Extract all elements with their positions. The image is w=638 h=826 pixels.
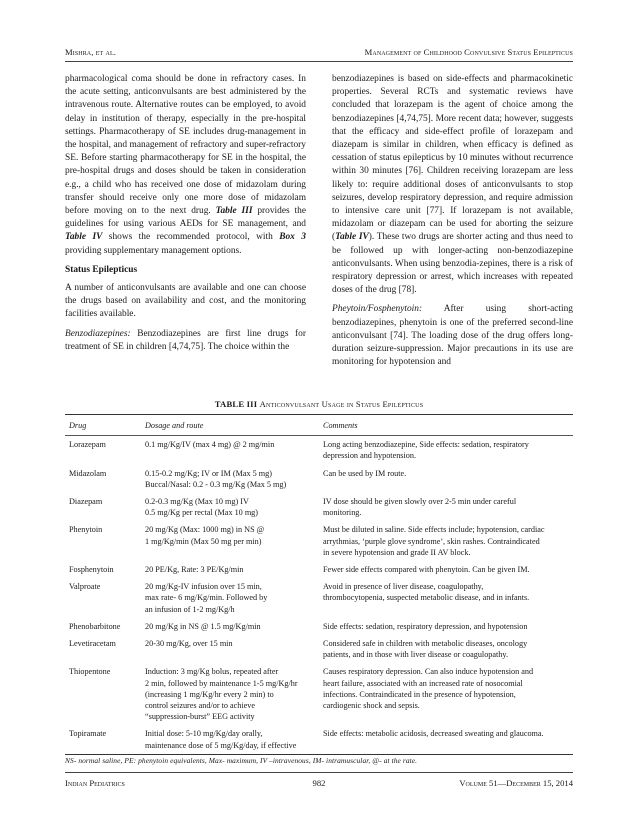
left-paragraph-2: A number of anticonvulsants are available and one can choose the drugs based on availability and cost, and the monitoring facilities available. [65,283,306,320]
left-column [65,73,306,354]
dosage-line: 20 mg/Kg-IV infusion over 15 min, [145,582,262,592]
column-header-dosage: Dosage and route [145,421,204,430]
table-body [65,436,573,754]
comment-line: Side effects: sedation, respiratory depression, and hypotension [323,621,528,631]
comment-line: cardiogenic shock and sepsis. [323,701,420,711]
comment-line: Can be used by IM route. [323,468,407,478]
cell-dosage [145,728,323,750]
dosage-line: 20 PE/Kg, Rate: 3 PE/Kg/min [145,565,244,575]
table-row [65,561,573,578]
cell-dosage [145,621,323,632]
cell-comments [323,638,573,660]
table-header-row [65,415,573,435]
table-bottom-rule [65,754,573,755]
cell-drug: Fosphenytoin [69,565,114,575]
cell-drug: Levetiracetam [69,639,116,649]
dosage-line: 0.1 mg/Kg/IV (max 4 mg) @ 2 mg/min [145,440,275,450]
table-row [65,465,573,493]
box-ref: Box 3 [279,232,306,243]
dosage-line: Initial dose: 5-10 mg/Kg/day orally, [145,729,263,739]
subheading: Benzodiazepines: [65,328,131,339]
table-row [65,578,573,618]
footer-volume: Volume 51—December 15, 2014 [459,778,573,788]
page-number: 982 [312,778,326,788]
table-caption: Anticonvulsant Usage in Status Epilepticus [259,399,424,409]
cell-drug: Phenytoin [69,525,103,535]
cell-dosage [145,468,323,490]
dosage-line: 20-30 mg/Kg, over 15 min [145,639,233,649]
table-ref: Table IV [65,232,103,243]
cell-comments [323,439,573,461]
dosage-line: 0.15-0.2 mg/Kg; IV or IM (Max 5 mg) [145,468,272,478]
cell-drug: Midazolam [69,468,107,478]
cell-dosage [145,638,323,660]
table-row [65,436,573,464]
table-ref: Table III [215,206,253,217]
comment-line: IV dose should be given slowly over 2-5 min under careful [323,497,517,507]
cell-comments [323,581,573,615]
cell-dosage [145,439,323,461]
anticonvulsant-table [65,414,573,755]
comment-line: Side effects: metabolic acidosis, decreased sweating and glaucoma. [323,729,544,739]
cell-drug: Phenobarbitone [69,621,121,631]
dosage-line: Buccal/Nasal: 0.2 - 0.3 mg/Kg (Max 5 mg) [145,479,287,489]
header-authors: Mishra, et al. [65,47,116,57]
cell-comments [323,666,573,722]
dosage-line: 20 mg/Kg (Max: 1000 mg) in NS @ [145,525,265,535]
dosage-line: 0.2-0.3 mg/Kg (Max 10 mg) IV [145,497,249,507]
header-rule [65,61,573,62]
comment-line: Long acting benzodiazepine, Side effects: sedation, respiratory [323,440,529,450]
right-column [332,73,573,369]
comment-line: monitoring. [323,508,362,518]
cell-drug: Valproate [69,582,101,592]
comment-line: Considered safe in children with metabolic diseases, oncology [323,639,528,649]
comment-line: infections. Contraindicated in the presence of hypotension, [323,689,516,699]
table-row [65,618,573,635]
comment-line: arrythmias, ‘purple glove syndrome’, skin rashes. Contraindicated [323,536,540,546]
header-title: Management of Childhood Convulsive Status Epilepticus [364,47,573,57]
right-paragraph-1: benzodiazepines is based on side-effects and pharmacokinetic properties. Several RCTs and systematic reviews have concluded that lorazepam is the agent of choice among the benzodiazepines [4,74,75]. More recent data; however, suggests that the efficacy and side-effect profile of lorazepam and diazepam is similar in children, when efficacy is defined as cessation of status epilepticus by 10 minutes without recurrence within 30 minutes [76]. Children receiving lorazepam are less likely to: require additional doses of anticonvulsants to stop seizures, develop respiratory depression, and require admission to intensive care unit [77]. If lorazepam is not available, midazolam or diazepam can be used for aborting the seizure (Table IV). These two drugs are shorter acting and thus need to be followed up with longer-acting non-benzodiazepine anticonvulsants. When using benzodia-zepines, there is a risk of respiratory depression or arrest, which increases with repeated doses of the drug [78]. [332,74,573,296]
cell-drug: Diazepam [69,497,103,507]
cell-comments [323,524,573,558]
dosage-line: 1 mg/Kg/min (Max 50 mg per min) [145,536,262,546]
comment-line: heart failure, associated with an increased rate of nosocomial [323,678,523,688]
left-paragraph-1: pharmacological coma should be done in refractory cases. In the acute setting, anticonvulsants are best administered by the intravenous route. Alternative routes can be employed, to avoid delay in institution of therapy, especially in the pre-hospital settings. Pharmacotherapy of SE includes drug-management in the hospital, and management of refractory and super-refractory SE. Before starting pharmacotherapy for SE in the hospital, the pre-hospital drugs and doses should be taken in consideration e.g., a child who has received one dose of midazolam during transfer should receive only one more dose of midazolam before moving on to the next drug. Table III provides the guidelines for using various AEDs for SE management, and Table IV shows the recommended protocol, with Box 3 providing supplementary management options. [65,74,306,256]
table-row [65,635,573,663]
cell-comments [323,728,573,750]
comment-line: Avoid in presence of liver disease, coagulopathy, [323,582,484,592]
running-head [65,47,573,59]
cell-comments [323,564,573,575]
left-paragraph-3: Benzodiazepines: Benzodiazepines are first line drugs for treatment of SE in children [4,74,75]. The choice within the [65,328,306,352]
dosage-line: 20 mg/Kg in NS @ 1.5 mg/Kg/min [145,621,261,631]
table-row [65,493,573,521]
section-heading: Status Epilepticus [65,264,138,275]
table-title [65,399,573,409]
dosage-line: an infusion of 1-2 mg/Kg/h [145,604,235,614]
dosage-line: Induction: 3 mg/Kg bolus, repeated after [145,667,279,677]
cell-dosage [145,496,323,518]
comment-line: thrombocytopenia, suspected metabolic disease, and in infants. [323,593,530,603]
running-foot [65,778,573,790]
table-row [65,521,573,561]
table-row [65,663,573,725]
cell-dosage [145,581,323,615]
cell-dosage [145,666,323,722]
table-row [65,725,573,753]
footer-journal: Indian Pediatrics [65,778,125,788]
footer-rule [65,772,573,773]
right-paragraph-2: Pheytoin/Fosphenytoin: After using short-acting benzodiazepines, phenytoin is one of the preferred second-line anticonvulsant [74]. The loading dose of the drug offers long-duration seizure-suppression. Major precautions in its use are monitoring for hypotension and [332,304,573,368]
comment-line: Causes respiratory depression. Can also induce hypotension and [323,667,534,677]
table-footnote: NS- normal saline, PE: phenytoin equivalents, Max- maximum, IV –intravenous, IM- intramuscular, @- at the rate. [65,756,418,765]
dosage-line: (increasing 1 mg/Kg/hr every 2 min) to [145,689,274,699]
cell-comments [323,468,573,490]
dosage-line: control seizures and/or to achieve [145,701,256,711]
cell-dosage [145,564,323,575]
cell-dosage [145,524,323,558]
comment-line: Fewer side effects compared with phenytoin. Can be given IM. [323,565,530,575]
cell-drug: Thiopentone [69,667,111,677]
table-ref: Table IV [335,232,369,243]
column-header-comments: Comments [323,421,358,430]
dosage-line: maintenance dose of 5 mg/Kg/day, if effective [145,740,297,750]
cell-drug: Lorazepam [69,440,106,450]
comment-line: patients, and in those with liver disease or coagulopathy. [323,650,509,660]
dosage-line: 2 min, followed by maintenance 1-5 mg/Kg/hr [145,678,298,688]
cell-comments [323,621,573,632]
comment-line: depression and hypotension. [323,451,417,461]
cell-drug: Topiramate [69,729,107,739]
comment-line: in severe hypotension and grade II AV block. [323,547,471,557]
table-number: TABLE III [214,399,258,409]
dosage-line: max rate- 6 mg/Kg/min. Followed by [145,593,268,603]
cell-comments [323,496,573,518]
column-header-drug: Drug [69,421,87,430]
comment-line: Must be diluted in saline. Side effects include; hypotension, cardiac [323,525,545,535]
subheading: Pheytoin/Fosphenytoin: [332,304,423,315]
dosage-line: “suppression-burst” EEG activity [145,712,255,722]
dosage-line: 0.5 mg/Kg per rectal (Max 10 mg) [145,508,259,518]
